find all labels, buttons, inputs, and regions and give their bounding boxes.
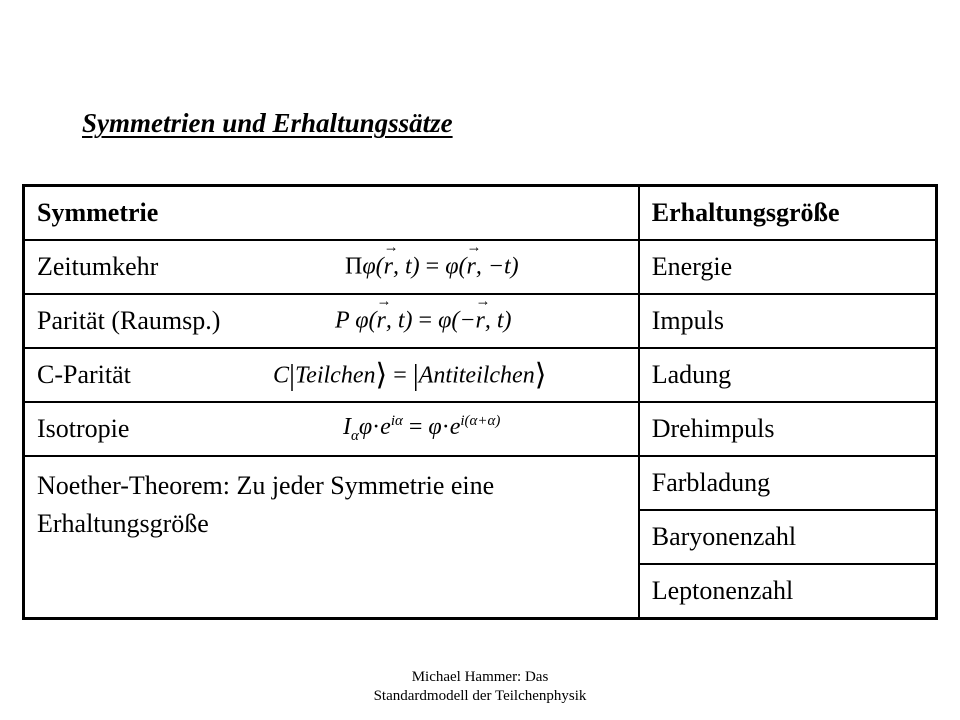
conserved-cell: Leptonenzahl <box>639 564 937 619</box>
conserved-cell: Impuls <box>639 294 937 348</box>
table-row <box>24 402 937 456</box>
header-symmetry: Symmetrie <box>24 186 639 241</box>
table-header-row <box>24 186 937 241</box>
table-row <box>24 348 937 402</box>
noether-theorem-cell: Noether-Theorem: Zu jeder Symmetrie eine Erhaltungsgröße <box>24 456 639 619</box>
table-row <box>24 456 937 510</box>
symmetry-label: C-Parität <box>37 360 131 389</box>
table-row <box>24 240 937 294</box>
conserved-cell: Farbladung <box>639 456 937 510</box>
slide-title: Symmetrien und Erhaltungssätze <box>82 108 453 138</box>
symmetry-cell <box>24 240 639 294</box>
conserved-cell: Ladung <box>639 348 937 402</box>
slide-footer <box>0 668 960 706</box>
conserved-cell: Baryonenzahl <box>639 510 937 564</box>
footer-line: Michael Hammer: Das <box>411 669 549 685</box>
symmetry-label: Parität (Raumsp.) <box>37 306 221 335</box>
c-parity-equation: C|Teilchen⟩ = |Antiteilchen⟩ <box>273 358 547 392</box>
conserved-cell: Drehimpuls <box>639 402 937 456</box>
symmetry-cell <box>24 348 639 402</box>
parity-equation: P φ(→ r, t) = φ(−→ r, t) <box>335 308 512 335</box>
symmetry-cell <box>24 294 639 348</box>
conserved-cell: Energie <box>639 240 937 294</box>
symmetry-label: Isotropie <box>37 414 130 443</box>
footer-line: Standardmodell der Teilchenphysik <box>373 688 587 704</box>
symmetry-cell <box>24 402 639 456</box>
table-row <box>24 294 937 348</box>
header-conserved: Erhaltungsgröße <box>639 186 937 241</box>
symmetry-table <box>22 184 938 620</box>
isotropy-equation: $I_\alpha\varphi\cdot e^{i\alpha} = \varphi\cdot e^{i(\alpha+\alpha)}$ <box>343 413 501 444</box>
time-reversal-equation: Πφ(→ r, t) = φ(→ r, −t) <box>345 254 519 281</box>
symmetry-label: Zeitumkehr <box>37 252 159 281</box>
